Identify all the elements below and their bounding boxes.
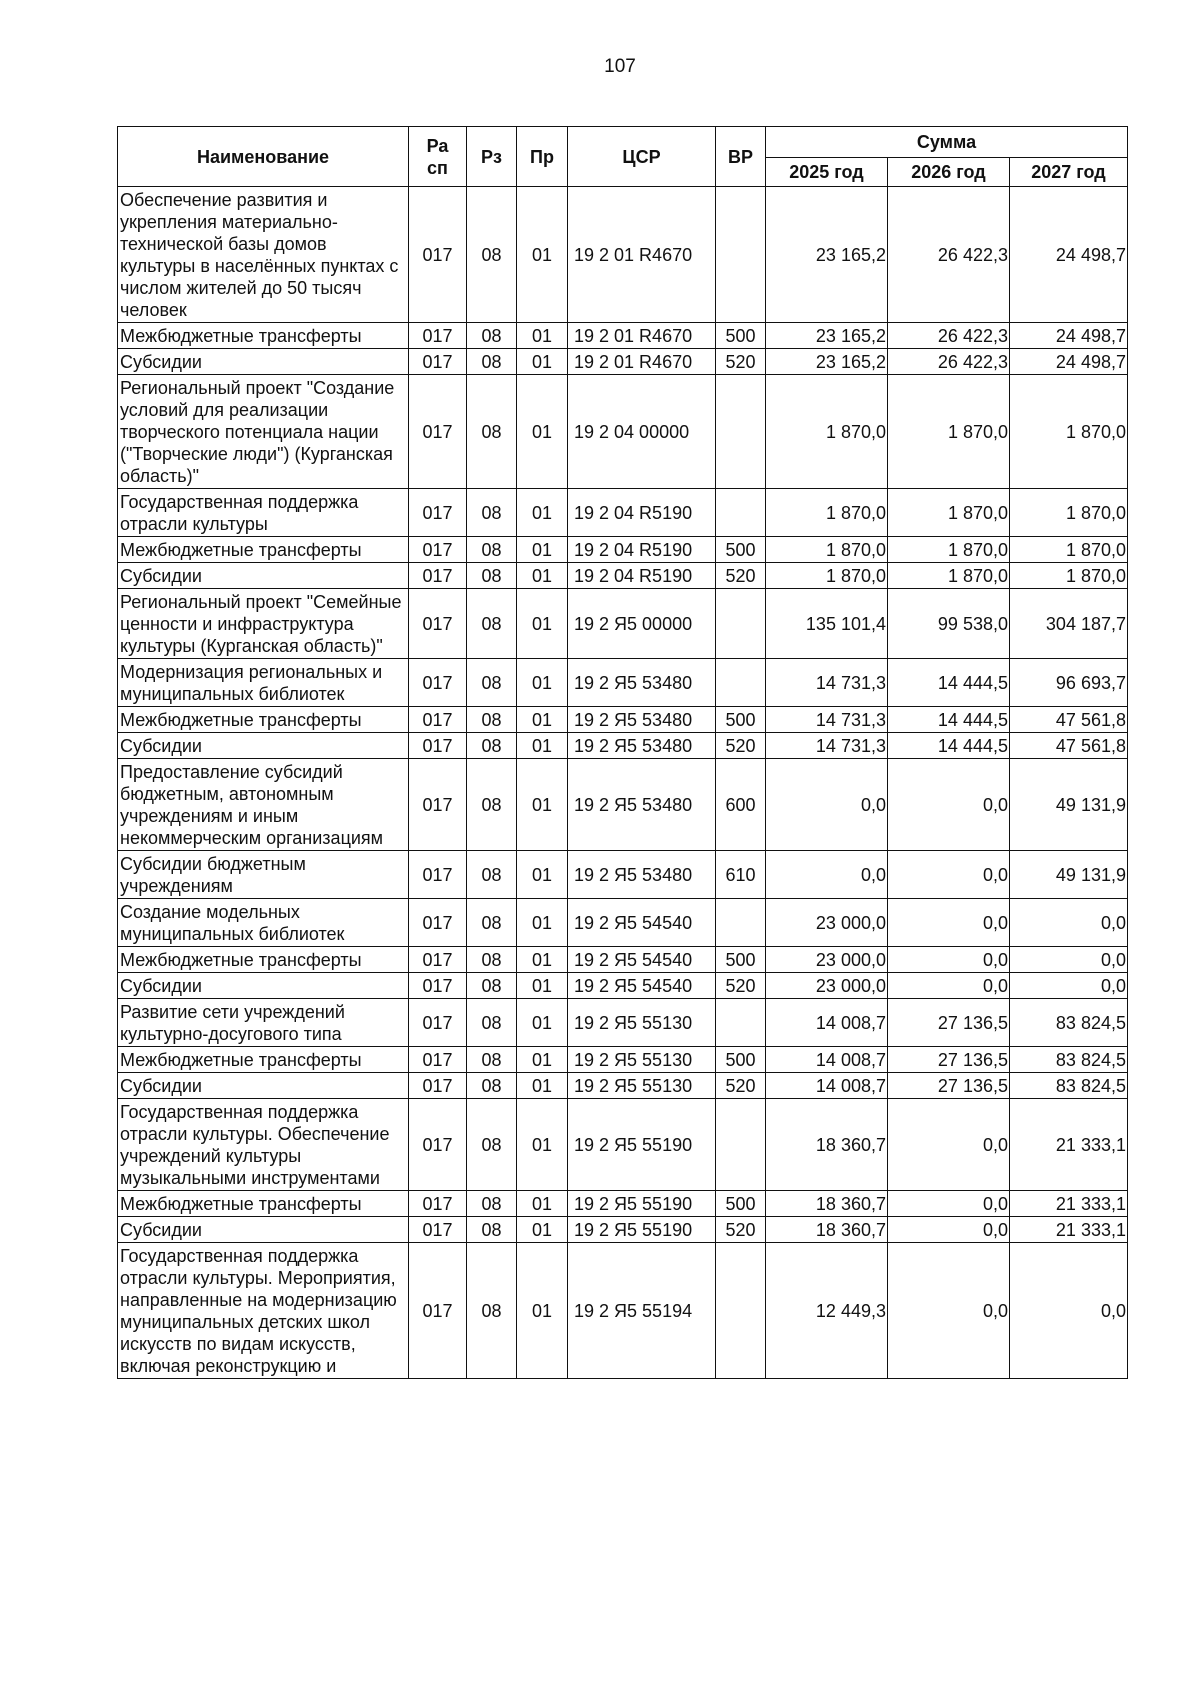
table-row [118,947,1128,973]
row-csr: 19 2 Я5 55194 [568,1243,716,1379]
row-csr: 19 2 01 R4670 [568,187,716,323]
row-amount-2026: 0,0 [888,1217,1010,1243]
row-csr: 19 2 Я5 53480 [568,759,716,851]
row-rasp: 017 [409,187,467,323]
row-amount-2025: 14 731,3 [766,733,888,759]
row-amount-2026: 0,0 [888,759,1010,851]
row-amount-2027: 83 824,5 [1010,999,1128,1047]
row-rasp: 017 [409,1099,467,1191]
table-row [118,537,1128,563]
row-rz: 08 [467,187,517,323]
row-rz: 08 [467,733,517,759]
page-number: 107 [604,56,636,77]
row-amount-2027: 96 693,7 [1010,659,1128,707]
row-name: Модернизация региональных и муниципальных библиотек [118,659,409,707]
row-rz: 08 [467,489,517,537]
row-pr: 01 [517,563,568,589]
row-csr: 19 2 Я5 53480 [568,733,716,759]
table-row [118,759,1128,851]
row-amount-2026: 99 538,0 [888,589,1010,659]
table-row [118,659,1128,707]
row-amount-2026: 0,0 [888,1243,1010,1379]
table-row [118,1073,1128,1099]
row-name: Межбюджетные трансферты [118,1047,409,1073]
row-amount-2025: 14 731,3 [766,707,888,733]
row-rasp: 017 [409,947,467,973]
table-row [118,563,1128,589]
table-row [118,1099,1128,1191]
row-rasp: 017 [409,489,467,537]
row-name: Субсидии [118,563,409,589]
row-csr: 19 2 Я5 55130 [568,1047,716,1073]
row-amount-2027: 1 870,0 [1010,375,1128,489]
table-row [118,899,1128,947]
row-vr [716,1243,766,1379]
row-amount-2025: 1 870,0 [766,563,888,589]
row-rasp: 017 [409,375,467,489]
table-row [118,349,1128,375]
row-pr: 01 [517,759,568,851]
header-sum: Сумма [766,127,1128,158]
table-row [118,1047,1128,1073]
row-vr: 500 [716,707,766,733]
table-row [118,375,1128,489]
row-csr: 19 2 Я5 55130 [568,1073,716,1099]
row-name: Межбюджетные трансферты [118,947,409,973]
row-name: Региональный проект "Создание условий для реализации творческого потенциала нации ("Творческие люди") (Курганская область)" [118,375,409,489]
row-name: Субсидии [118,973,409,999]
row-pr: 01 [517,349,568,375]
row-amount-2026: 26 422,3 [888,349,1010,375]
row-rasp: 017 [409,1047,467,1073]
row-name: Обеспечение развития и укрепления материально-технической базы домов культуры в населённых пунктах с числом жителей до 50 тысяч человек [118,187,409,323]
row-vr: 500 [716,323,766,349]
row-amount-2027: 21 333,1 [1010,1217,1128,1243]
row-pr: 01 [517,1217,568,1243]
row-name: Государственная поддержка отрасли культуры. Мероприятия, направленные на модернизацию муниципальных детских школ искусств по видам искусств, включая реконструкцию и [118,1243,409,1379]
row-csr: 19 2 Я5 54540 [568,899,716,947]
row-amount-2027: 47 561,8 [1010,707,1128,733]
row-amount-2026: 0,0 [888,973,1010,999]
row-csr: 19 2 Я5 00000 [568,589,716,659]
row-pr: 01 [517,733,568,759]
row-vr: 520 [716,1217,766,1243]
header-year-2026: 2026 год [888,158,1010,187]
row-rz: 08 [467,375,517,489]
row-amount-2027: 1 870,0 [1010,563,1128,589]
row-rasp: 017 [409,659,467,707]
row-rasp: 017 [409,1243,467,1379]
row-vr: 520 [716,563,766,589]
row-pr: 01 [517,323,568,349]
header-year-2025: 2025 год [766,158,888,187]
row-amount-2027: 304 187,7 [1010,589,1128,659]
row-name: Межбюджетные трансферты [118,707,409,733]
row-rz: 08 [467,1191,517,1217]
row-amount-2026: 0,0 [888,1099,1010,1191]
header-rasp-line1: Ра [426,135,449,156]
row-vr: 610 [716,851,766,899]
row-amount-2025: 1 870,0 [766,489,888,537]
row-amount-2025: 14 008,7 [766,999,888,1047]
header-rz: Рз [467,127,517,187]
row-rasp: 017 [409,1073,467,1099]
row-amount-2026: 26 422,3 [888,187,1010,323]
row-pr: 01 [517,1191,568,1217]
row-rz: 08 [467,999,517,1047]
row-pr: 01 [517,973,568,999]
row-rz: 08 [467,589,517,659]
row-name: Межбюджетные трансферты [118,323,409,349]
row-amount-2025: 0,0 [766,851,888,899]
row-csr: 19 2 04 R5190 [568,489,716,537]
row-amount-2025: 14 731,3 [766,659,888,707]
row-rasp: 017 [409,707,467,733]
header-vr: ВР [716,127,766,187]
row-rz: 08 [467,349,517,375]
table-row [118,999,1128,1047]
header-pr: Пр [517,127,568,187]
row-rz: 08 [467,1047,517,1073]
row-rasp: 017 [409,759,467,851]
row-amount-2027: 83 824,5 [1010,1047,1128,1073]
row-name: Субсидии [118,1217,409,1243]
header-name: Наименование [118,127,409,187]
row-pr: 01 [517,489,568,537]
row-csr: 19 2 Я5 55130 [568,999,716,1047]
row-csr: 19 2 04 R5190 [568,537,716,563]
row-pr: 01 [517,537,568,563]
row-name: Межбюджетные трансферты [118,537,409,563]
row-amount-2025: 23 000,0 [766,899,888,947]
header-row-top [118,127,1128,158]
row-amount-2026: 0,0 [888,1191,1010,1217]
row-vr: 500 [716,537,766,563]
row-amount-2027: 49 131,9 [1010,851,1128,899]
row-amount-2027: 24 498,7 [1010,349,1128,375]
table-row [118,851,1128,899]
row-rz: 08 [467,1073,517,1099]
row-vr: 500 [716,947,766,973]
row-amount-2025: 135 101,4 [766,589,888,659]
table-row [118,187,1128,323]
row-amount-2025: 23 000,0 [766,947,888,973]
row-csr: 19 2 04 00000 [568,375,716,489]
row-vr: 500 [716,1047,766,1073]
row-rasp: 017 [409,733,467,759]
row-rz: 08 [467,899,517,947]
row-amount-2026: 0,0 [888,851,1010,899]
table-row [118,707,1128,733]
row-rz: 08 [467,707,517,733]
row-name: Субсидии бюджетным учреждениям [118,851,409,899]
row-pr: 01 [517,1073,568,1099]
row-name: Государственная поддержка отрасли культуры. Обеспечение учреждений культуры музыкальными инструментами [118,1099,409,1191]
row-rasp: 017 [409,999,467,1047]
row-pr: 01 [517,899,568,947]
table-row [118,323,1128,349]
row-amount-2027: 21 333,1 [1010,1191,1128,1217]
table-row [118,1217,1128,1243]
row-amount-2026: 14 444,5 [888,733,1010,759]
row-amount-2025: 0,0 [766,759,888,851]
row-amount-2027: 0,0 [1010,947,1128,973]
row-amount-2025: 18 360,7 [766,1191,888,1217]
row-rasp: 017 [409,589,467,659]
row-amount-2027: 83 824,5 [1010,1073,1128,1099]
row-amount-2027: 1 870,0 [1010,537,1128,563]
row-amount-2025: 18 360,7 [766,1099,888,1191]
row-amount-2026: 26 422,3 [888,323,1010,349]
row-amount-2025: 23 165,2 [766,187,888,323]
row-rasp: 017 [409,323,467,349]
row-vr [716,899,766,947]
row-amount-2025: 23 000,0 [766,973,888,999]
row-name: Региональный проект "Семейные ценности и инфраструктура культуры (Курганская область)" [118,589,409,659]
row-amount-2025: 18 360,7 [766,1217,888,1243]
row-amount-2027: 0,0 [1010,899,1128,947]
row-name: Субсидии [118,349,409,375]
row-amount-2026: 0,0 [888,947,1010,973]
row-amount-2026: 1 870,0 [888,537,1010,563]
row-csr: 19 2 Я5 54540 [568,973,716,999]
row-amount-2025: 1 870,0 [766,537,888,563]
row-amount-2026: 27 136,5 [888,999,1010,1047]
row-amount-2025: 23 165,2 [766,349,888,375]
row-rasp: 017 [409,1191,467,1217]
row-rasp: 017 [409,537,467,563]
header-rasp [409,127,467,187]
row-amount-2026: 27 136,5 [888,1073,1010,1099]
row-amount-2025: 14 008,7 [766,1047,888,1073]
row-pr: 01 [517,999,568,1047]
row-vr [716,375,766,489]
row-amount-2027: 47 561,8 [1010,733,1128,759]
row-amount-2025: 14 008,7 [766,1073,888,1099]
row-amount-2026: 1 870,0 [888,563,1010,589]
row-rz: 08 [467,323,517,349]
row-name: Государственная поддержка отрасли культуры [118,489,409,537]
header-csr: ЦСР [568,127,716,187]
row-rz: 08 [467,1099,517,1191]
row-amount-2025: 1 870,0 [766,375,888,489]
row-csr: 19 2 Я5 55190 [568,1191,716,1217]
row-pr: 01 [517,589,568,659]
row-amount-2025: 23 165,2 [766,323,888,349]
row-name: Межбюджетные трансферты [118,1191,409,1217]
row-amount-2027: 21 333,1 [1010,1099,1128,1191]
row-pr: 01 [517,375,568,489]
row-vr [716,659,766,707]
row-rasp: 017 [409,851,467,899]
table-row [118,1243,1128,1379]
row-pr: 01 [517,1243,568,1379]
row-csr: 19 2 Я5 53480 [568,659,716,707]
header-year-2027: 2027 год [1010,158,1128,187]
row-rz: 08 [467,659,517,707]
row-amount-2026: 1 870,0 [888,489,1010,537]
row-rz: 08 [467,759,517,851]
row-csr: 19 2 Я5 53480 [568,707,716,733]
row-rasp: 017 [409,899,467,947]
row-csr: 19 2 Я5 53480 [568,851,716,899]
row-name: Создание модельных муниципальных библиотек [118,899,409,947]
row-rasp: 017 [409,973,467,999]
row-rz: 08 [467,1217,517,1243]
row-rz: 08 [467,563,517,589]
row-vr: 520 [716,349,766,375]
header-rasp-line2: сп [427,157,448,178]
row-pr: 01 [517,707,568,733]
row-vr: 600 [716,759,766,851]
table-row [118,973,1128,999]
row-amount-2026: 27 136,5 [888,1047,1010,1073]
row-amount-2026: 1 870,0 [888,375,1010,489]
row-name: Субсидии [118,1073,409,1099]
row-csr: 19 2 01 R4670 [568,349,716,375]
row-name: Предоставление субсидий бюджетным, автономным учреждениям и иным некоммерческим организациям [118,759,409,851]
row-rasp: 017 [409,1217,467,1243]
table-row [118,489,1128,537]
row-vr [716,1099,766,1191]
row-vr [716,999,766,1047]
row-amount-2027: 0,0 [1010,1243,1128,1379]
row-amount-2027: 24 498,7 [1010,323,1128,349]
row-vr [716,489,766,537]
row-rz: 08 [467,973,517,999]
row-csr: 19 2 Я5 55190 [568,1099,716,1191]
row-amount-2026: 0,0 [888,899,1010,947]
row-rz: 08 [467,947,517,973]
row-rz: 08 [467,1243,517,1379]
row-rasp: 017 [409,349,467,375]
row-csr: 19 2 04 R5190 [568,563,716,589]
row-csr: 19 2 Я5 55190 [568,1217,716,1243]
budget-table [117,126,1128,1379]
table-row [118,1191,1128,1217]
row-pr: 01 [517,659,568,707]
table-row [118,733,1128,759]
row-rasp: 017 [409,563,467,589]
row-rz: 08 [467,851,517,899]
row-amount-2027: 1 870,0 [1010,489,1128,537]
row-rz: 08 [467,537,517,563]
row-name: Субсидии [118,733,409,759]
row-amount-2026: 14 444,5 [888,707,1010,733]
table-row [118,589,1128,659]
row-pr: 01 [517,1047,568,1073]
row-amount-2026: 14 444,5 [888,659,1010,707]
row-amount-2027: 24 498,7 [1010,187,1128,323]
row-vr: 520 [716,1073,766,1099]
row-vr: 520 [716,973,766,999]
row-vr: 520 [716,733,766,759]
row-vr [716,187,766,323]
row-amount-2027: 0,0 [1010,973,1128,999]
row-name: Развитие сети учреждений культурно-досугового типа [118,999,409,1047]
row-vr: 500 [716,1191,766,1217]
row-pr: 01 [517,187,568,323]
row-csr: 19 2 Я5 54540 [568,947,716,973]
row-vr [716,589,766,659]
row-pr: 01 [517,1099,568,1191]
row-pr: 01 [517,851,568,899]
row-amount-2027: 49 131,9 [1010,759,1128,851]
row-csr: 19 2 01 R4670 [568,323,716,349]
row-pr: 01 [517,947,568,973]
table-body [118,187,1128,1379]
row-amount-2025: 12 449,3 [766,1243,888,1379]
